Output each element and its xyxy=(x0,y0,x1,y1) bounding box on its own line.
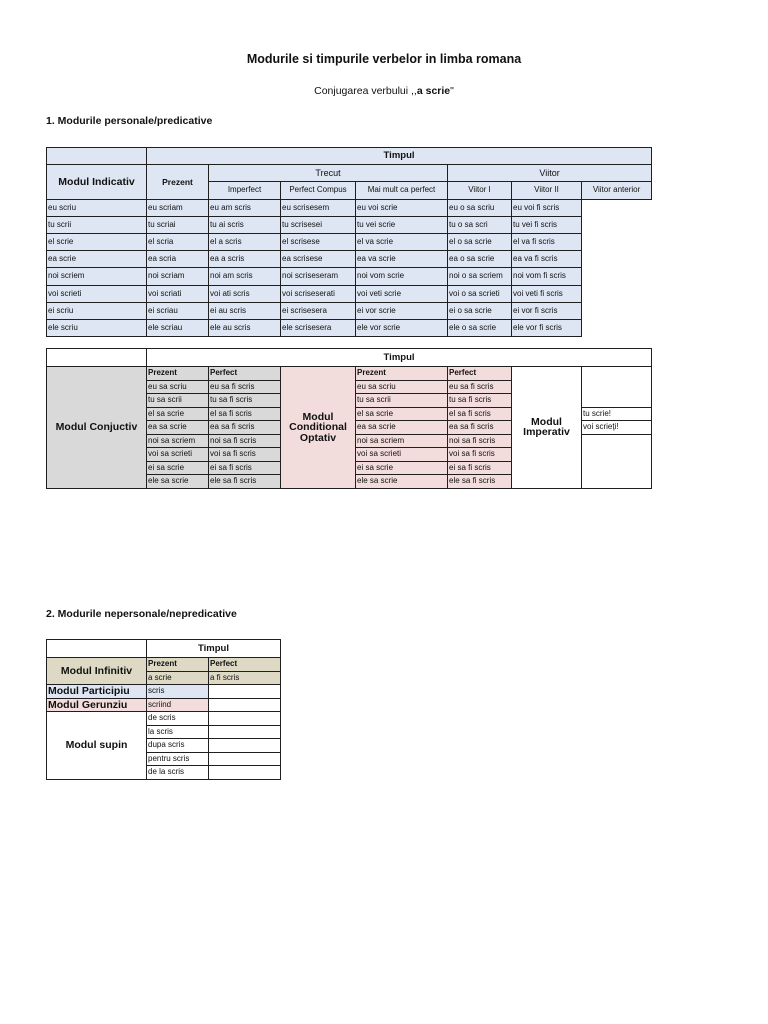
conjugation-cell: el scria xyxy=(147,233,209,250)
conjugation-cell: voi scriati xyxy=(147,285,209,302)
conjugation-cell: ele sa fi scris xyxy=(448,475,512,489)
conjugation-cell: ei scriu xyxy=(47,302,147,319)
subtitle-verb: a scrie xyxy=(416,85,451,97)
conjugation-cell: noi sa scriem xyxy=(356,434,448,448)
conjugation-cell: tu ai scris xyxy=(209,216,281,233)
conjugation-cell: ele o sa scrie xyxy=(448,319,512,336)
col-perfect: Perfect xyxy=(448,367,512,381)
table-row xyxy=(47,285,652,302)
col-mai-mult-ca-perfect: Mai mult ca perfect xyxy=(356,182,448,199)
table-row xyxy=(47,319,652,336)
conjugation-cell: ei sa scrie xyxy=(147,461,209,475)
conjugation-cell: voi sa scrieti xyxy=(356,448,448,462)
indicativ-table xyxy=(46,147,652,337)
conjugation-cell: el va fi scris xyxy=(512,233,582,250)
conjugation-cell: noi sa scriem xyxy=(147,434,209,448)
mode-gerunziu: Modul Gerunziu xyxy=(47,698,147,712)
timpul-header: Timpul xyxy=(147,640,281,658)
conjugation-cell: tu vei fi scris xyxy=(512,216,582,233)
conjugation-cell: voi sa fi scris xyxy=(448,448,512,462)
empty-cell xyxy=(209,766,281,780)
col-viitor-anterior: Viitor anterior xyxy=(582,182,652,199)
conjugation-cell: noi sa fi scris xyxy=(209,434,281,448)
col-viitor-1: Viitor I xyxy=(448,182,512,199)
conjugation-cell: el o sa scrie xyxy=(448,233,512,250)
conjugation-cell: ea scrisese xyxy=(281,251,356,268)
conjugation-cell: noi scriam xyxy=(147,268,209,285)
table-row xyxy=(47,367,652,381)
conjugation-cell: el sa fi scris xyxy=(448,407,512,421)
imperativ-form: tu scrie! xyxy=(582,407,652,421)
col-viitor-2: Viitor II xyxy=(512,182,582,199)
conjugation-cell: ei sa fi scris xyxy=(209,461,281,475)
conjugation-cell: ele vor scrie xyxy=(356,319,448,336)
mode-conjunctiv: Modul Conjuctiv xyxy=(47,367,147,489)
conjugation-cell: el scrisese xyxy=(281,233,356,250)
conjugation-cell: eu voi fi scris xyxy=(512,199,582,216)
table-row xyxy=(47,251,652,268)
table-row xyxy=(47,302,652,319)
conjugation-cell: eu scrisesem xyxy=(281,199,356,216)
conjugation-cell: ea sa fi scris xyxy=(448,421,512,435)
table-row xyxy=(47,216,652,233)
conjugation-cell: tu sa fi scris xyxy=(209,394,281,408)
col-prezent: Prezent xyxy=(356,367,448,381)
col-prezent: Prezent xyxy=(147,165,209,199)
conjugation-cell: ele scriau xyxy=(147,319,209,336)
conjugation-cell: el scrie xyxy=(47,233,147,250)
conjugation-cell: tu scriai xyxy=(147,216,209,233)
infinitiv-prezent: a scrie xyxy=(147,671,209,685)
col-perfect: Perfect xyxy=(209,658,281,672)
table-row xyxy=(47,233,652,250)
conjugation-cell: noi am scris xyxy=(209,268,281,285)
conjugation-cell: ea scrie xyxy=(47,251,147,268)
conjugation-cell: voi sa scrieti xyxy=(147,448,209,462)
conjugation-cell: voi ati scris xyxy=(209,285,281,302)
conjugation-cell: noi vom scrie xyxy=(356,268,448,285)
page-subtitle xyxy=(0,85,768,97)
conjugation-cell: ei au scris xyxy=(209,302,281,319)
conjugation-cell: eu sa fi scris xyxy=(448,380,512,394)
conjugation-cell: voi o sa scrieti xyxy=(448,285,512,302)
empty-cell xyxy=(209,712,281,726)
conjugation-cell: ea scria xyxy=(147,251,209,268)
group-trecut: Trecut xyxy=(209,165,448,182)
conjugation-cell: el sa scrie xyxy=(356,407,448,421)
conjugation-cell: eu sa fi scris xyxy=(209,380,281,394)
conjugation-cell: noi scriem xyxy=(47,268,147,285)
mode-participiu: Modul Participiu xyxy=(47,685,147,699)
gerunziu-value: scriind xyxy=(147,698,209,712)
header-corner xyxy=(47,640,147,658)
page-title: Modurile si timpurile verbelor in limba romana xyxy=(246,52,522,66)
mode-imperativ: Modul Imperativ xyxy=(512,367,582,489)
conjugation-cell: el sa scrie xyxy=(147,407,209,421)
conjugation-cell: eu scriam xyxy=(147,199,209,216)
empty-cell xyxy=(209,752,281,766)
conjugation-cell: eu scriu xyxy=(47,199,147,216)
mode-indicativ: Modul Indicativ xyxy=(47,165,147,199)
conjugation-cell: tu sa scrii xyxy=(356,394,448,408)
conjugation-cell: ele scriu xyxy=(47,319,147,336)
infinitiv-perfect: a fi scris xyxy=(209,671,281,685)
empty-cell xyxy=(209,739,281,753)
supin-form: la scris xyxy=(147,725,209,739)
conjugation-cell: el sa fi scris xyxy=(209,407,281,421)
mode-supin: Modul supin xyxy=(47,712,147,780)
conjunctiv-table xyxy=(46,348,652,489)
conjugation-cell: eu sa scriu xyxy=(147,380,209,394)
conjugation-cell: voi veti scrie xyxy=(356,285,448,302)
conjugation-cell: ei sa scrie xyxy=(356,461,448,475)
section-heading-personale: 1. Modurile personale/predicative xyxy=(46,115,213,127)
conjugation-cell: tu scrii xyxy=(47,216,147,233)
conjugation-cell: ele sa scrie xyxy=(147,475,209,489)
conjugation-cell: noi o sa scriem xyxy=(448,268,512,285)
subtitle-suffix: " xyxy=(450,85,454,97)
conjugation-cell: eu o sa scriu xyxy=(448,199,512,216)
conjugation-cell: ei scriau xyxy=(147,302,209,319)
conjugation-cell: ele vor fi scris xyxy=(512,319,582,336)
empty-cell xyxy=(209,725,281,739)
empty-cell xyxy=(209,698,281,712)
table-row xyxy=(47,268,652,285)
mode-conditional: Modul Conditional Optativ xyxy=(281,367,356,489)
conjugation-cell: ea sa fi scris xyxy=(209,421,281,435)
conjugation-cell: ea va fi scris xyxy=(512,251,582,268)
section-heading-nepersonale: 2. Modurile nepersonale/nepredicative xyxy=(46,608,237,620)
col-perfect-compus: Perfect Compus xyxy=(281,182,356,199)
conjugation-cell: ei sa fi scris xyxy=(448,461,512,475)
timpul-header: Timpul xyxy=(147,349,652,367)
conjugation-cell: ea a scris xyxy=(209,251,281,268)
conjugation-cell: eu am scris xyxy=(209,199,281,216)
conjugation-cell: tu o sa scri xyxy=(448,216,512,233)
conjugation-cell: voi scriseserati xyxy=(281,285,356,302)
conjugation-cell: ele au scris xyxy=(209,319,281,336)
conjugation-cell: ei vor scrie xyxy=(356,302,448,319)
imperativ-form: voi scrieţi! xyxy=(582,421,652,435)
empty-cell xyxy=(582,367,652,408)
conjugation-cell: eu sa scriu xyxy=(356,380,448,394)
conjugation-cell: noi sa fi scris xyxy=(448,434,512,448)
timpul-header: Timpul xyxy=(147,148,652,165)
supin-form: de la scris xyxy=(147,766,209,780)
conjugation-cell: voi veti fi scris xyxy=(512,285,582,302)
conjugation-cell: tu vei scrie xyxy=(356,216,448,233)
conjugation-cell: tu sa fi scris xyxy=(448,394,512,408)
participiu-value: scris xyxy=(147,685,209,699)
supin-rows xyxy=(47,712,281,780)
conjugation-cell: voi scrieti xyxy=(47,285,147,302)
conjugation-cell: el a scris xyxy=(209,233,281,250)
subtitle-prefix: Conjugarea verbului ,, xyxy=(314,85,417,97)
conjugation-cell: ea va scrie xyxy=(356,251,448,268)
col-prezent: Prezent xyxy=(147,367,209,381)
conjugation-cell: noi vom fi scris xyxy=(512,268,582,285)
conjugation-cell: ele sa scrie xyxy=(356,475,448,489)
header-corner xyxy=(47,349,147,367)
supin-form: dupa scris xyxy=(147,739,209,753)
col-imperfect: Imperfect xyxy=(209,182,281,199)
conjugation-cell: ei o sa scrie xyxy=(448,302,512,319)
conjugation-cell: ea sa scrie xyxy=(356,421,448,435)
conjugation-cell: ea o sa scrie xyxy=(448,251,512,268)
col-prezent: Prezent xyxy=(147,658,209,672)
empty-cell xyxy=(582,434,652,488)
conjugation-cell: ei vor fi scris xyxy=(512,302,582,319)
conjunctiv-rows xyxy=(47,367,652,489)
indicativ-rows xyxy=(47,199,652,337)
conjugation-cell: tu sa scrii xyxy=(147,394,209,408)
table-row xyxy=(47,712,281,726)
supin-form: pentru scris xyxy=(147,752,209,766)
conjugation-cell: ele scrisesera xyxy=(281,319,356,336)
conjugation-cell: ei scrisesera xyxy=(281,302,356,319)
conjugation-cell: voi sa fi scris xyxy=(209,448,281,462)
conjugation-cell: eu voi scrie xyxy=(356,199,448,216)
nepersonale-table xyxy=(46,639,281,780)
conjugation-cell: ele sa fi scris xyxy=(209,475,281,489)
header-corner xyxy=(47,148,147,165)
conjugation-cell: noi scriseseram xyxy=(281,268,356,285)
empty-cell xyxy=(209,685,281,699)
group-viitor: Viitor xyxy=(448,165,652,182)
conjugation-cell: ea sa scrie xyxy=(147,421,209,435)
table-row xyxy=(47,199,652,216)
supin-form: de scris xyxy=(147,712,209,726)
conjugation-cell: tu scrisesei xyxy=(281,216,356,233)
conjugation-cell: el va scrie xyxy=(356,233,448,250)
mode-infinitiv: Modul Infinitiv xyxy=(47,658,147,685)
col-perfect: Perfect xyxy=(209,367,281,381)
